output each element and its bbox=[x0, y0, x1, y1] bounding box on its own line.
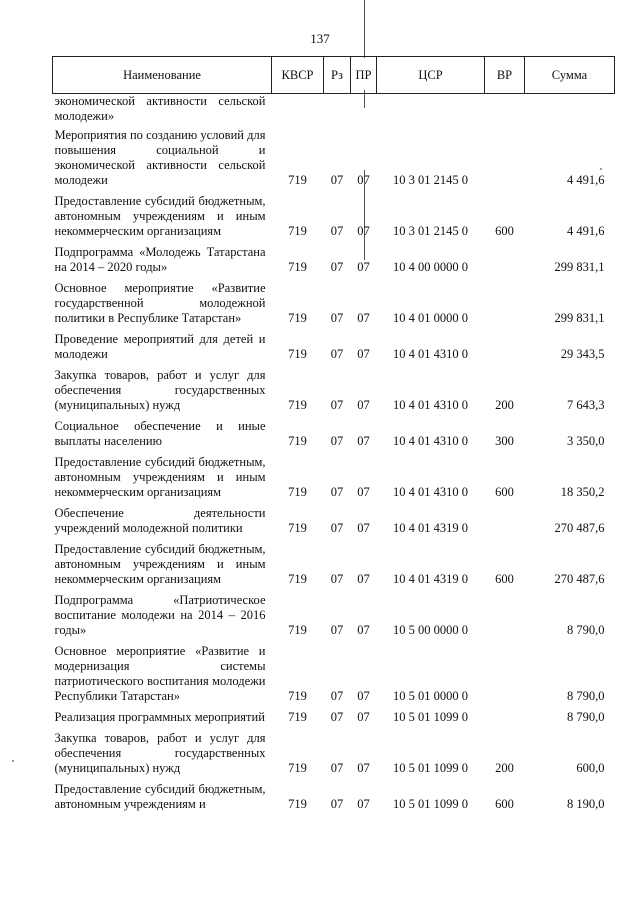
cell-csr: 10 4 01 4310 0 bbox=[393, 398, 468, 412]
cell-csr: 10 5 01 1099 0 bbox=[393, 797, 468, 811]
cell-csr: 10 4 00 0000 0 bbox=[393, 260, 468, 274]
cell-name: Проведение мероприятий для детей и молодежи bbox=[54, 332, 266, 361]
cell-sum: 270 487,6 bbox=[554, 572, 605, 586]
cell-rz: 07 bbox=[330, 347, 344, 361]
cell-name: Подпрограмма «Патриотическое воспитание молодежи на 2014 – 2016 годы» bbox=[54, 593, 266, 637]
cell-name: Подпрограмма «Молодежь Татарстана на 2014 – 2020 годы» bbox=[54, 245, 266, 274]
cell-kvsr: 719 bbox=[288, 311, 307, 325]
cell-csr: 10 3 01 2145 0 bbox=[393, 173, 468, 187]
cell-vr bbox=[485, 710, 525, 731]
cell-kvsr: 719 bbox=[288, 173, 307, 187]
cell-csr: 10 4 01 4319 0 bbox=[393, 572, 468, 586]
cell-pr: 07 bbox=[357, 434, 370, 448]
cell-sum: 299 831,1 bbox=[554, 311, 605, 325]
cell-sum: 8 790,0 bbox=[567, 623, 605, 637]
table-row bbox=[53, 593, 615, 644]
cell-kvsr: 719 bbox=[288, 623, 307, 637]
table-row bbox=[53, 506, 615, 542]
cell-pr: 07 bbox=[357, 797, 370, 811]
cell-kvsr: 719 bbox=[288, 689, 307, 703]
cell-kvsr: 719 bbox=[288, 347, 307, 361]
cell-kvsr: 719 bbox=[288, 521, 307, 535]
cell-kvsr: 719 bbox=[288, 434, 307, 448]
cell-csr: 10 5 01 1099 0 bbox=[393, 710, 468, 724]
cell-pr: 07 bbox=[357, 623, 370, 637]
table-row bbox=[53, 245, 615, 281]
cell-vr: 300 bbox=[495, 434, 514, 448]
cell-rz: 07 bbox=[330, 797, 344, 811]
cell-sum: 29 343,5 bbox=[560, 347, 605, 361]
cell-pr: 07 bbox=[357, 710, 370, 724]
cell-rz: 07 bbox=[330, 173, 344, 187]
cell-pr: 07 bbox=[357, 311, 370, 325]
cell-rz: 07 bbox=[330, 710, 344, 724]
cell-rz: 07 bbox=[330, 623, 344, 637]
cell-pr: 07 bbox=[357, 485, 370, 499]
cell-pr: 07 bbox=[357, 347, 370, 361]
cell-name: Предоставление субсидий бюджетным, автономным учреждениям и bbox=[54, 782, 266, 811]
cell-sum: 8 190,0 bbox=[567, 797, 605, 811]
cell-pr: 07 bbox=[357, 260, 370, 274]
table-row bbox=[53, 710, 615, 731]
cell-vr bbox=[485, 644, 525, 710]
header-pr: ПР bbox=[351, 57, 377, 94]
cell-rz: 07 bbox=[330, 398, 344, 412]
budget-table bbox=[52, 56, 615, 818]
cell-name: Реализация программных мероприятий bbox=[54, 710, 265, 724]
cell-vr bbox=[485, 245, 525, 281]
cell-sum: 7 643,3 bbox=[567, 398, 605, 412]
cell-csr: 10 4 01 4310 0 bbox=[393, 347, 468, 361]
cell-kvsr: 719 bbox=[288, 572, 307, 586]
cell-pr: 07 bbox=[357, 173, 370, 187]
cell-csr: 10 4 01 4310 0 bbox=[393, 485, 468, 499]
cell-vr: 200 bbox=[495, 398, 514, 412]
cell-kvsr: 719 bbox=[288, 797, 307, 811]
cell-vr bbox=[485, 281, 525, 332]
header-name: Наименование bbox=[53, 57, 272, 94]
table-row bbox=[53, 782, 615, 818]
cell-pr: 07 bbox=[357, 572, 370, 586]
cell-pr: 07 bbox=[357, 521, 370, 535]
cell-name: Предоставление субсидий бюджетным, автономным учреждениям и иным некоммерческим организациям bbox=[54, 542, 266, 586]
cell-vr: 600 bbox=[495, 572, 514, 586]
table-row bbox=[53, 281, 615, 332]
cell-vr: 600 bbox=[495, 797, 514, 811]
cell-csr: 10 4 01 0000 0 bbox=[393, 311, 468, 325]
table-row bbox=[53, 731, 615, 782]
cell-rz: 07 bbox=[330, 521, 344, 535]
page-number: 137 bbox=[310, 31, 330, 46]
cell-rz: 07 bbox=[330, 689, 344, 703]
cell-sum: 18 350,2 bbox=[560, 485, 605, 499]
header-sum: Сумма bbox=[525, 57, 615, 94]
cell-kvsr: 719 bbox=[288, 485, 307, 499]
table-body bbox=[53, 94, 615, 819]
cell-rz: 07 bbox=[330, 260, 344, 274]
cell-sum: 3 350,0 bbox=[567, 434, 605, 448]
cell-csr: 10 5 00 0000 0 bbox=[393, 623, 468, 637]
table-row bbox=[53, 368, 615, 419]
table-row bbox=[53, 455, 615, 506]
scan-artifact-dot bbox=[12, 760, 14, 762]
cell-pr: 07 bbox=[357, 689, 370, 703]
table-row bbox=[53, 332, 615, 368]
table-row bbox=[53, 419, 615, 455]
header-kvsr: КВСР bbox=[272, 57, 324, 94]
cell-name: Обеспечение деятельности учреждений молодежной политики bbox=[54, 506, 266, 535]
table-row-continuation bbox=[53, 94, 615, 129]
cell-pr: 07 bbox=[357, 398, 370, 412]
cell-sum: 600,0 bbox=[576, 761, 605, 775]
cell-name: Социальное обеспечение и иные выплаты населению bbox=[54, 419, 266, 448]
cell-sum: 299 831,1 bbox=[554, 260, 605, 274]
cell-name: Мероприятия по созданию условий для повышения социальной и экономической активности сельской молодежи bbox=[54, 128, 266, 187]
cell-name: Закупка товаров, работ и услуг для обеспечения государственных (муниципальных) нужд bbox=[54, 368, 266, 412]
cell-pr: 07 bbox=[357, 224, 370, 238]
cell-vr bbox=[485, 593, 525, 644]
cell-kvsr: 719 bbox=[288, 398, 307, 412]
table-row bbox=[53, 194, 615, 245]
cell-sum: 4 491,6 bbox=[567, 224, 605, 238]
cell-rz: 07 bbox=[330, 224, 344, 238]
cell-rz: 07 bbox=[330, 485, 344, 499]
cell-rz: 07 bbox=[330, 311, 344, 325]
cell-pr: 07 bbox=[357, 761, 370, 775]
cell-kvsr: 719 bbox=[288, 761, 307, 775]
cell-vr bbox=[485, 506, 525, 542]
cell-csr: 10 3 01 2145 0 bbox=[393, 224, 468, 238]
cell-name: Закупка товаров, работ и услуг для обеспечения государственных (муниципальных) нужд bbox=[54, 731, 266, 775]
cell-rz: 07 bbox=[330, 761, 344, 775]
cell-vr bbox=[485, 332, 525, 368]
cell-vr bbox=[485, 128, 525, 194]
cell-sum: 270 487,6 bbox=[554, 521, 605, 535]
header-rz: Рз bbox=[324, 57, 351, 94]
cell-name: Предоставление субсидий бюджетным, автономным учреждениям и иным некоммерческим организациям bbox=[54, 194, 266, 238]
cell-name: Основное мероприятие «Развитие государственной молодежной политики в Республике Татарстан» bbox=[54, 281, 266, 325]
table-row bbox=[53, 128, 615, 194]
cell-kvsr: 719 bbox=[288, 224, 307, 238]
cell-vr: 600 bbox=[495, 224, 514, 238]
cell-name: Основное мероприятие «Развитие и модернизация системы патриотического воспитания молодежи Республики Татарстан» bbox=[54, 644, 266, 703]
cell-rz: 07 bbox=[330, 572, 344, 586]
header-csr: ЦСР bbox=[377, 57, 485, 94]
cell-name: Предоставление субсидий бюджетным, автономным учреждениям и иным некоммерческим организациям bbox=[54, 455, 266, 499]
header-vr: ВР bbox=[485, 57, 525, 94]
cell-csr: 10 5 01 0000 0 bbox=[393, 689, 468, 703]
cell-kvsr: 719 bbox=[288, 710, 307, 724]
cell-kvsr: 719 bbox=[288, 260, 307, 274]
table-row bbox=[53, 542, 615, 593]
cell-csr: 10 5 01 1099 0 bbox=[393, 761, 468, 775]
cell-csr: 10 4 01 4310 0 bbox=[393, 434, 468, 448]
cell-sum: 4 491,6 bbox=[567, 173, 605, 187]
cell-sum: 8 790,0 bbox=[567, 710, 605, 724]
table-row bbox=[53, 644, 615, 710]
continuation-text: экономической активности сельской молодежи» bbox=[54, 94, 266, 123]
table-header-row bbox=[53, 57, 615, 94]
cell-vr: 600 bbox=[495, 485, 514, 499]
cell-csr: 10 4 01 4319 0 bbox=[393, 521, 468, 535]
cell-rz: 07 bbox=[330, 434, 344, 448]
scan-artifact-line bbox=[364, 0, 365, 58]
cell-sum: 8 790,0 bbox=[567, 689, 605, 703]
cell-vr: 200 bbox=[495, 761, 514, 775]
